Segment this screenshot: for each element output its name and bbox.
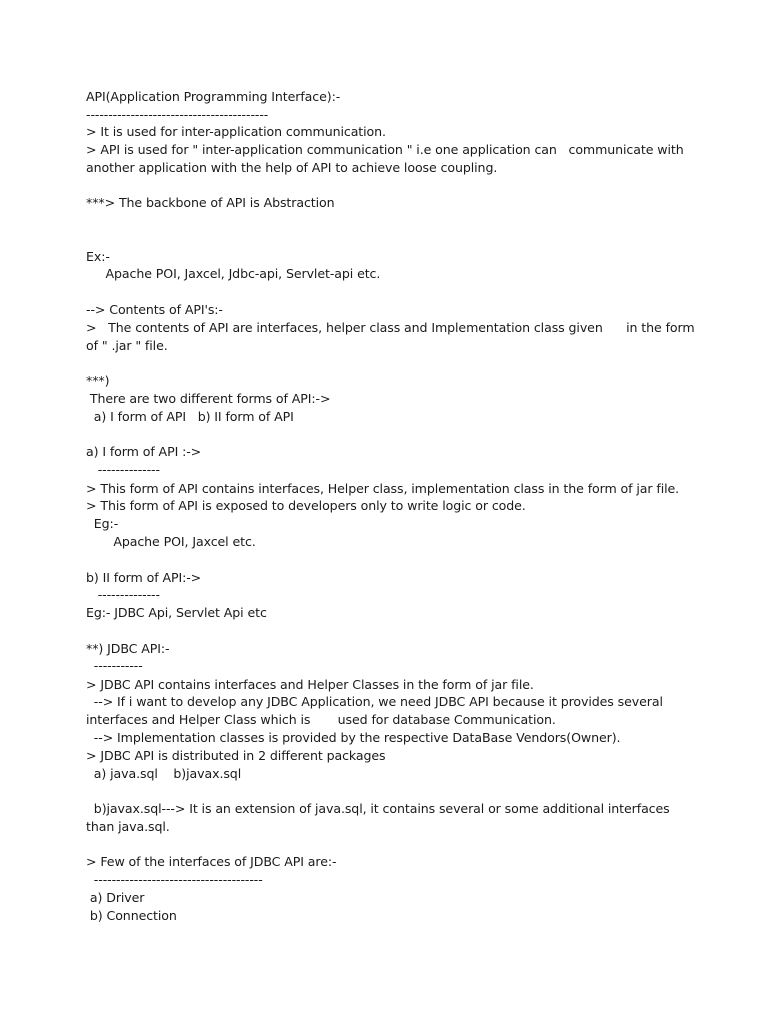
text-line: b)javax.sql---> It is an extension of java.sql, it contains several or some additional interfaces (86, 801, 670, 816)
heading-jdbc-api: **) JDBC API:- (86, 641, 170, 656)
text-line: ***> The backbone of API is Abstraction (86, 195, 335, 210)
text-line: a) I form of API b) II form of API (86, 409, 294, 424)
text-line: Apache POI, Jaxcel etc. (86, 534, 256, 549)
underline: ----------------------------------------- (86, 107, 269, 122)
text-line: Ex:- (86, 249, 110, 264)
underline: -------------- (86, 462, 160, 477)
underline: -------------------------------------- (86, 872, 263, 887)
text-line: of " .jar " file. (86, 338, 168, 353)
text-line: > This form of API is exposed to developers only to write logic or code. (86, 498, 526, 513)
text-line: > The contents of API are interfaces, helper class and Implementation class given in the form (86, 320, 695, 335)
text-line: than java.sql. (86, 819, 170, 834)
text-line: ***) (86, 373, 110, 388)
text-line: > JDBC API contains interfaces and Helper Classes in the form of jar file. (86, 677, 534, 692)
heading-form-2: b) II form of API:-> (86, 570, 202, 585)
heading-contents: --> Contents of API's:- (86, 302, 223, 317)
text-line: > API is used for " inter-application communication " i.e one application can communicate with (86, 142, 684, 157)
list-item: b) Connection (86, 908, 177, 923)
text-line: Eg:- JDBC Api, Servlet Api etc (86, 605, 267, 620)
text-line: Eg:- (86, 516, 119, 531)
heading-interfaces: > Few of the interfaces of JDBC API are:- (86, 854, 337, 869)
text-line: There are two different forms of API:-> (86, 391, 331, 406)
text-line: > This form of API contains interfaces, Helper class, implementation class in the form of jar file. (86, 481, 680, 496)
text-line: Apache POI, Jaxcel, Jdbc-api, Servlet-api etc. (86, 266, 381, 281)
underline: -------------- (86, 587, 160, 602)
heading-api: API(Application Programming Interface):- (86, 89, 341, 104)
heading-form-1: a) I form of API :-> (86, 444, 202, 459)
text-line: --> If i want to develop any JDBC Application, we need JDBC API because it provides several (86, 694, 663, 709)
text-line: a) java.sql b)javax.sql (86, 766, 242, 781)
text-line: > JDBC API is distributed in 2 different packages (86, 748, 386, 763)
list-item: a) Driver (86, 890, 145, 905)
text-line: --> Implementation classes is provided by the respective DataBase Vendors(Owner). (86, 730, 621, 745)
text-line: > It is used for inter-application communication. (86, 124, 386, 139)
text-line: interfaces and Helper Class which is used for database Communication. (86, 712, 556, 727)
text-line: another application with the help of API to achieve loose coupling. (86, 160, 498, 175)
underline: ----------- (86, 658, 143, 673)
